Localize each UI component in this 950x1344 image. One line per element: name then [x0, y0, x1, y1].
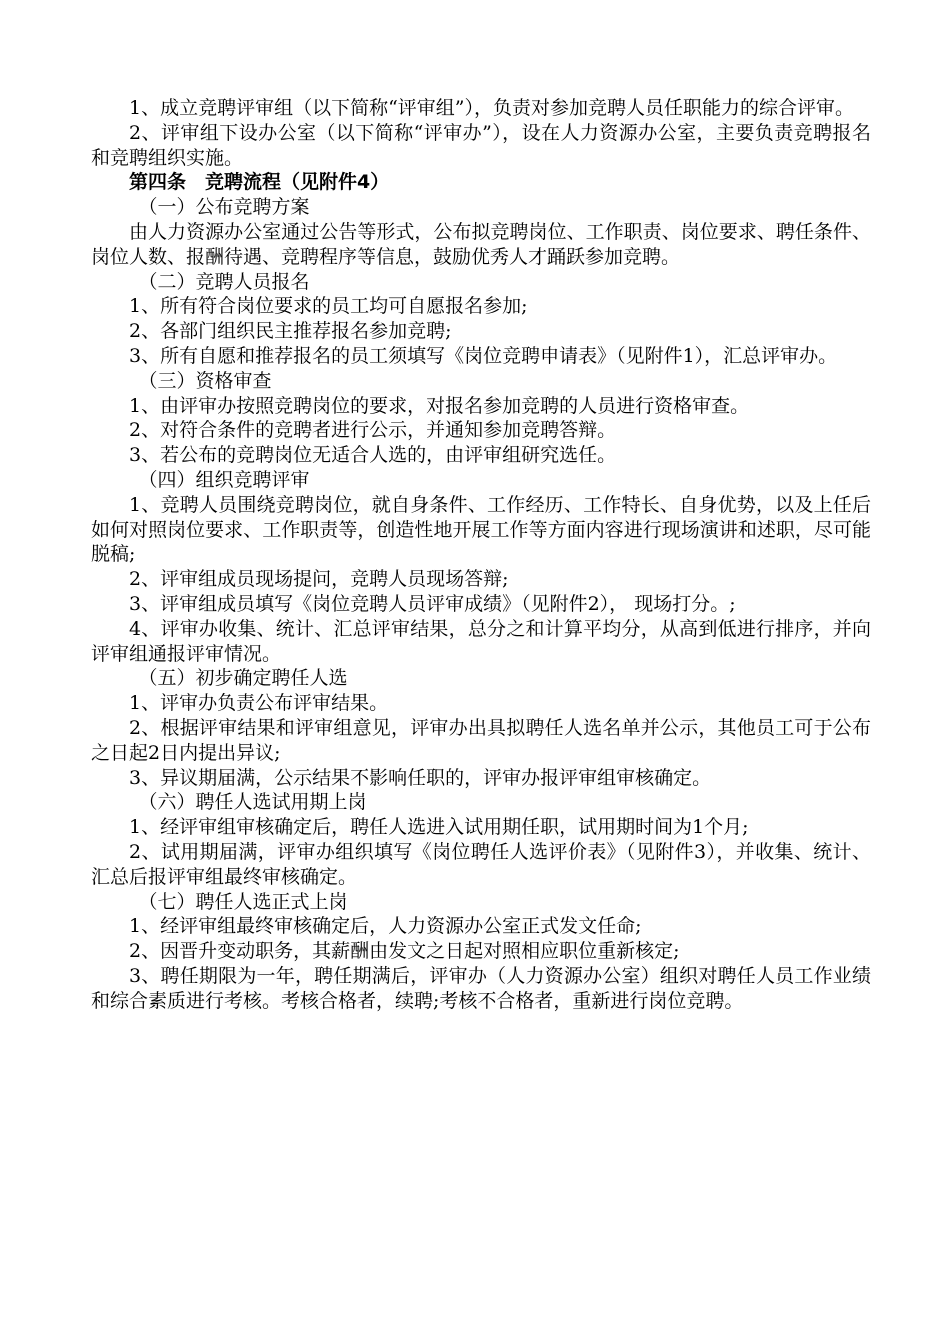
paragraph: 2、根据评审结果和评审组意见，评审办出具拟聘任人选名单并公示，其他员工可于公布之日起2日内提出异议;: [91, 716, 871, 764]
paragraph: 4、评审办收集、统计、汇总评审结果，总分之和计算平均分，从高到低进行排序，并向评审组通报评审情况。: [91, 617, 871, 665]
paragraph: 3、若公布的竞聘岗位无适合人选的，由评审组研究选任。: [129, 444, 617, 467]
paragraph: 2、各部门组织民主推荐报名参加竞聘;: [129, 320, 452, 343]
paragraph: 2、评审组下设办公室（以下简称“评审办”），设在人力资源办公室，主要负责竞聘报名和竞聘组织实施。: [91, 121, 871, 169]
paragraph: 3、聘任期限为一年，聘任期满后，评审办（人力资源办公室）组织对聘任人员工作业绩和综合素质进行考核。考核合格者，续聘;考核不合格者，重新进行岗位竞聘。: [91, 964, 871, 1012]
subsection-heading: （一）公布竞聘方案: [138, 196, 310, 219]
document-body: [91, 96, 871, 1013]
paragraph: 1、竞聘人员围绕竞聘岗位，就自身条件、工作经历、工作特长、自身优势，以及上任后如何对照岗位要求、工作职责等，创造性地开展工作等方面内容进行现场演讲和述职，尽可能脱稿;: [91, 493, 871, 566]
paragraph: 2、试用期届满，评审办组织填写《岗位聘任人选评价表》（见附件3），并收集、统计、汇总后报评审组最终审核确定。: [91, 840, 871, 888]
paragraph: 3、评审组成员填写《岗位竞聘人员评审成绩》（见附件2）， 现场打分。;: [129, 592, 736, 615]
section-heading: [91, 170, 871, 195]
paragraph: 1、经评审组最终审核确定后，人力资源办公室正式发文任命;: [129, 915, 642, 938]
paragraph: 1、评审办负责公布评审结果。: [129, 692, 389, 715]
paragraph: 3、异议期届满，公示结果不影响任职的，评审办报评审组审核确定。: [129, 766, 712, 789]
paragraph: 1、所有符合岗位要求的员工均可自愿报名参加;: [129, 295, 528, 318]
section-title: 竞聘流程（见附件4）: [205, 171, 390, 194]
subsection-heading: （三）资格审查: [138, 369, 272, 392]
paragraph: 3、所有自愿和推荐报名的员工须填写《岗位竞聘申请表》（见附件1），汇总评审办。: [129, 344, 838, 367]
paragraph: 1、由评审办按照竞聘岗位的要求，对报名参加竞聘的人员进行资格审查。: [129, 394, 750, 417]
paragraph: 1、成立竞聘评审组（以下简称“评审组”），负责对参加竞聘人员任职能力的综合评审。: [129, 97, 855, 119]
paragraph: 2、因晋升变动职务，其薪酬由发文之日起对照相应职位重新核定;: [129, 940, 680, 963]
paragraph: 2、对符合条件的竞聘者进行公示，并通知参加竞聘答辩。: [129, 419, 617, 442]
paragraph: 2、评审组成员现场提问，竞聘人员现场答辩;: [129, 568, 509, 591]
section-number: 第四条: [129, 171, 187, 194]
subsection-heading: （四）组织竞聘评审: [138, 468, 310, 491]
paragraph: 1、经评审组审核确定后，聘任人选进入试用期任职，试用期时间为1个月;: [129, 816, 749, 839]
subsection-heading: （七）聘任人选正式上岗: [138, 890, 348, 913]
paragraph: 由人力资源办公室通过公告等形式，公布拟竞聘岗位、工作职责、岗位要求、聘任条件、岗位人数、报酬待遇、竞聘程序等信息，鼓励优秀人才踊跃参加竞聘。: [91, 220, 871, 268]
subsection-heading: （二）竞聘人员报名: [138, 270, 310, 293]
subsection-heading: （五）初步确定聘任人选: [138, 667, 348, 690]
subsection-heading: （六）聘任人选试用期上岗: [138, 791, 367, 814]
